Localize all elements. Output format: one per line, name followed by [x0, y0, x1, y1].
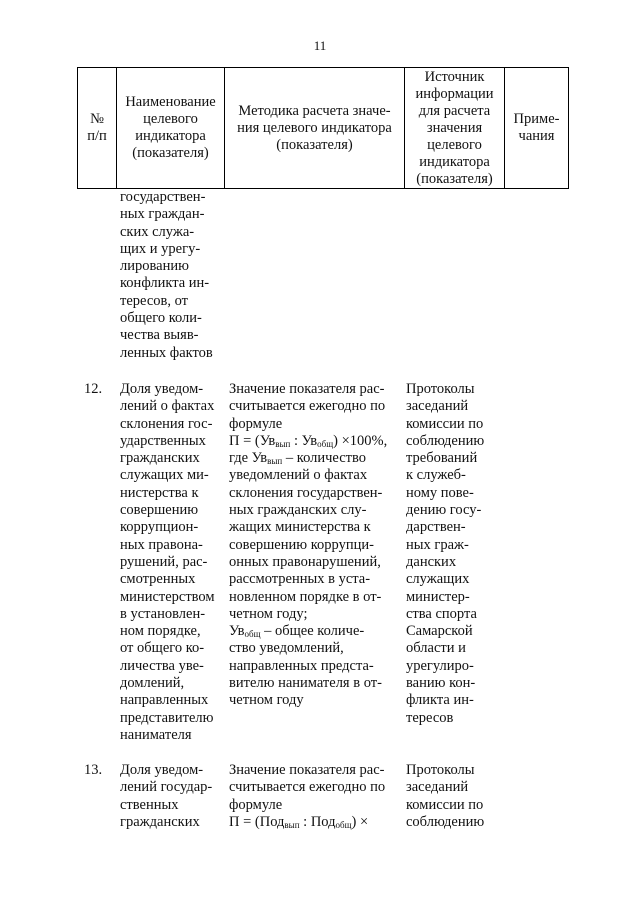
row-12-number: 12.: [84, 381, 103, 397]
table-header: [77, 67, 569, 189]
header-num: № п/п: [78, 68, 117, 189]
page-number: 11: [313, 38, 327, 53]
formula: $П = (Ув_{вып}$ : $Ув_{общ}) \times 100\%$,: [229, 432, 388, 449]
row-12-method-cell: Значение показателя рас- считывается ежегодно по формуле $П = (Ув_{вып}$ : $Ув_{общ}) \times 100\%$, где $Ув_{вып}$ – количество уведомлений о фактах склонения государствен- ных гражданских слу- жащих министерства к совершению коррупци- онных правонарушений, рассмотренных в уста- новленном порядке в от- четном году; $Ув_{общ}$ – общее количе- ство уведомлений, направленных предста- вителю нанимателя в от- четном году: [229, 381, 388, 709]
row-12-name-cell: Доля уведом- лений о фактах склонения гос- ударственных гражданских служащих ми- нистерства к совершению коррупцион- ных правона- рушений, рас- смотренных министерством в установлен- ном порядке, от общего ко- личества уве- домлений, направленных представителю нанимателя: [120, 381, 215, 743]
header-method: Методика расчета значе- ния целевого индикатора (показателя): [225, 68, 405, 189]
continuation-name-cell: государствен- ных граждан- ских служа- щих и урегу- лированию конфликта ин- тересов, от общего коли- чества выяв- ленных фактов: [120, 189, 213, 361]
row-13-method-cell: Значение показателя рас- считывается ежегодно по формуле П = (Под$_{вып}$ : Под$_{общ}$) ×: [229, 762, 386, 830]
formula-definition: $Ув_{общ}$ – общее количе-: [229, 623, 365, 640]
formula: П = (Под$_{вып}$ : Под$_{общ}$) ×: [229, 813, 369, 830]
header-source: Источник информации для расчета значения целевого индикатора (показателя): [405, 68, 505, 189]
header-note: Приме- чания: [505, 68, 569, 189]
formula-definition: где $Ув_{вып}$ – количество: [229, 450, 366, 467]
row-13-number: 13.: [84, 762, 103, 778]
row-12-source-cell: Протоколы заседаний комиссии по соблюдению требований к служеб- ному пове- дению госу- дарствен- ных граж- данских служащих министер- ства спорта Самарской области и урегулиро- ванию кон- фликта ин- тересов: [406, 381, 485, 726]
header-name: Наименование целевого индикатора (показателя): [117, 68, 225, 189]
row-13-source-cell: Протоколы заседаний комиссии по соблюдению: [406, 762, 485, 830]
row-13-name-cell: Доля уведом- лений государ- ственных гражданских: [120, 762, 213, 830]
